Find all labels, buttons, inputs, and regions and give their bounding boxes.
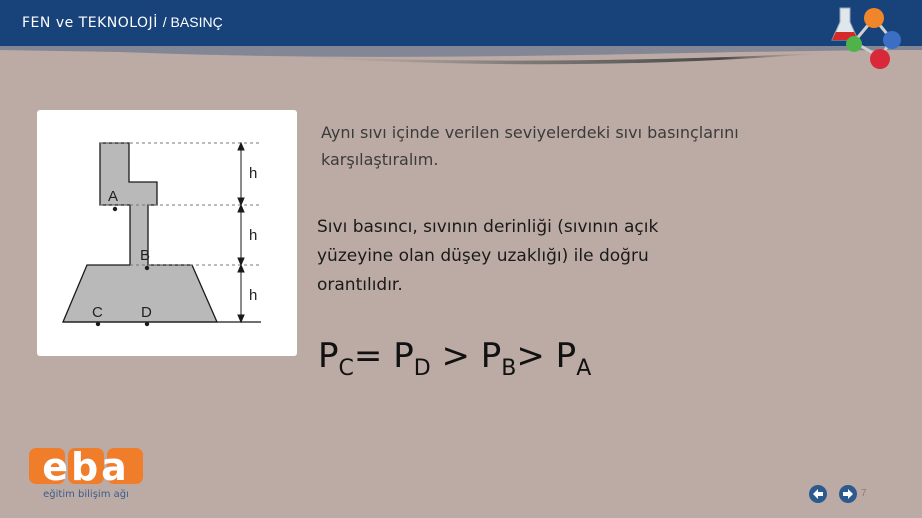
topic-title: / BASINÇ [162, 14, 223, 30]
pressure-formula: $P_C= P_D > P_B> P_A$ [318, 336, 592, 381]
slide-title [22, 14, 223, 31]
point-b-dot [145, 266, 149, 270]
forward-arrow-icon[interactable] [839, 485, 857, 503]
height-label-3: h [249, 287, 258, 304]
liquid-container-diagram [37, 110, 297, 356]
rule-paragraph: Sıvı basıncı, sıvının derinliği (sıvının açık yüzeyine olan düşey uzaklığı) ile doğru orantılıdır. [317, 217, 659, 295]
molecule-icon [826, 2, 906, 72]
point-c-dot [96, 322, 100, 326]
height-label-1: h [249, 165, 258, 182]
header-swoosh [0, 46, 922, 68]
pressure-figure [37, 110, 297, 356]
liquid-shape [63, 143, 217, 322]
point-b-label: B [140, 247, 151, 264]
back-arrow-icon[interactable] [809, 485, 827, 503]
eba-logo [28, 446, 146, 502]
eba-tagline: eğitim bilişim ağı [43, 489, 129, 500]
header-bar [0, 0, 922, 46]
intro-paragraph: Aynı sıvı içinde verilen seviyelerdeki sıvı basınçlarını karşılaştıralım. [321, 123, 739, 169]
point-a-dot [113, 207, 117, 211]
point-d-label: D [141, 304, 152, 321]
point-c-label: C [92, 304, 103, 321]
height-arrows [238, 143, 244, 322]
slide-navigation [808, 484, 878, 504]
point-d-dot [145, 322, 149, 326]
subject-title: FEN ve TEKNOLOJİ [22, 15, 158, 31]
eba-logo-text: eba [42, 446, 130, 489]
page-number: 7 [861, 488, 867, 499]
height-label-2: h [249, 227, 258, 244]
point-a-label: A [108, 188, 119, 205]
